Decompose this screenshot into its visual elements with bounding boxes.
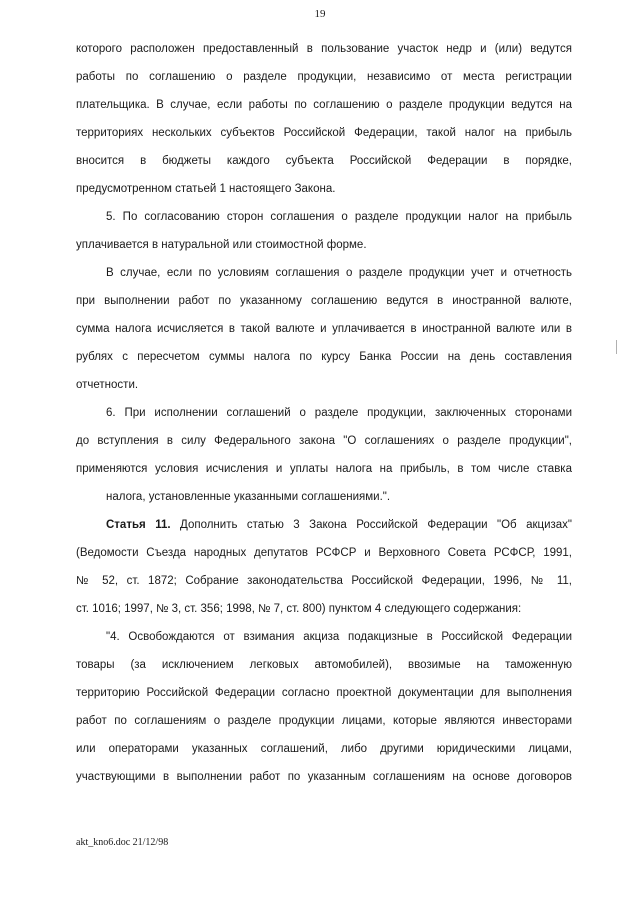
text-line: работы по соглашению о разделе продукции, независимо от места регистрации	[76, 71, 572, 83]
text-line: вносится в бюджеты каждого субъекта Российской Федерации в порядке,	[76, 155, 572, 167]
text-line: ст. 1016; 1997, № 3, ст. 356; 1998, № 7, ст. 800) пунктом 4 следующего содержания:	[76, 603, 522, 615]
text-line: плательщика. В случае, если работы по соглашению о разделе продукции ведутся на	[76, 99, 572, 111]
text-line: которого расположен предоставленный в пользование участок недр и (или) ведутся	[76, 43, 572, 55]
page-number: 19	[314, 8, 326, 20]
text-line: 5. По согласованию сторон соглашения о разделе продукции налог на прибыль	[106, 211, 572, 223]
text-line: применяются условия исчисления и уплаты налога на прибыль, в том числе ставка	[76, 463, 572, 475]
text-line: налога, установленные указанными соглашениями.".	[106, 491, 391, 503]
file-footer: akt_kno6.doc 21/12/98	[76, 837, 169, 848]
text-line: отчетности.	[76, 379, 139, 391]
text-line: товары (за исключением легковых автомобилей), ввозимые на таможенную	[76, 659, 572, 671]
text-line: № 52, ст. 1872; Собрание законодательства Российской Федерации, 1996, № 11,	[76, 575, 572, 587]
text-line: территорию Российской Федерации согласно проектной документации для выполнения	[76, 687, 572, 699]
text-line: 6. При исполнении соглашений о разделе продукции, заключенных сторонами	[106, 407, 572, 419]
text-line: "4. Освобождаются от взимания акциза подакцизные в Российской Федерации	[106, 631, 572, 643]
text-line: В случае, если по условиям соглашения о разделе продукции учет и отчетность	[106, 267, 572, 279]
text-line: участвующими в выполнении работ по указанным соглашениям на основе договоров	[76, 771, 572, 783]
scan-mark	[616, 340, 617, 354]
text-line: (Ведомости Съезда народных депутатов РСФСР и Верховного Совета РСФСР, 1991,	[76, 547, 572, 559]
article-label: Статья 11.	[106, 519, 171, 531]
text-line: до вступления в силу Федерального закона "О соглашениях о разделе продукции",	[76, 435, 572, 447]
text-line: территориях нескольких субъектов Российской Федерации, такой налог на прибыль	[76, 127, 572, 139]
article-line	[106, 516, 572, 534]
text-line: предусмотренном статьей 1 настоящего Закона.	[76, 183, 336, 195]
text-line: рублях с пересчетом суммы налога по курсу Банка России на день составления	[76, 351, 572, 363]
text-line: работ по соглашениям о разделе продукции лицами, которые являются инвесторами	[76, 715, 572, 727]
text-line: сумма налога исчисляется в такой валюте и уплачивается в иностранной валюте или в	[76, 323, 572, 335]
text-line: при выполнении работ по указанному соглашению ведутся в иностранной валюте,	[76, 295, 572, 307]
article-text: Дополнить статью 3 Закона Российской Федерации "Об акцизах"	[180, 519, 572, 531]
text-line: уплачивается в натуральной или стоимостной форме.	[76, 239, 367, 251]
text-line: или операторами указанных соглашений, либо другими юридическими лицами,	[76, 743, 572, 755]
